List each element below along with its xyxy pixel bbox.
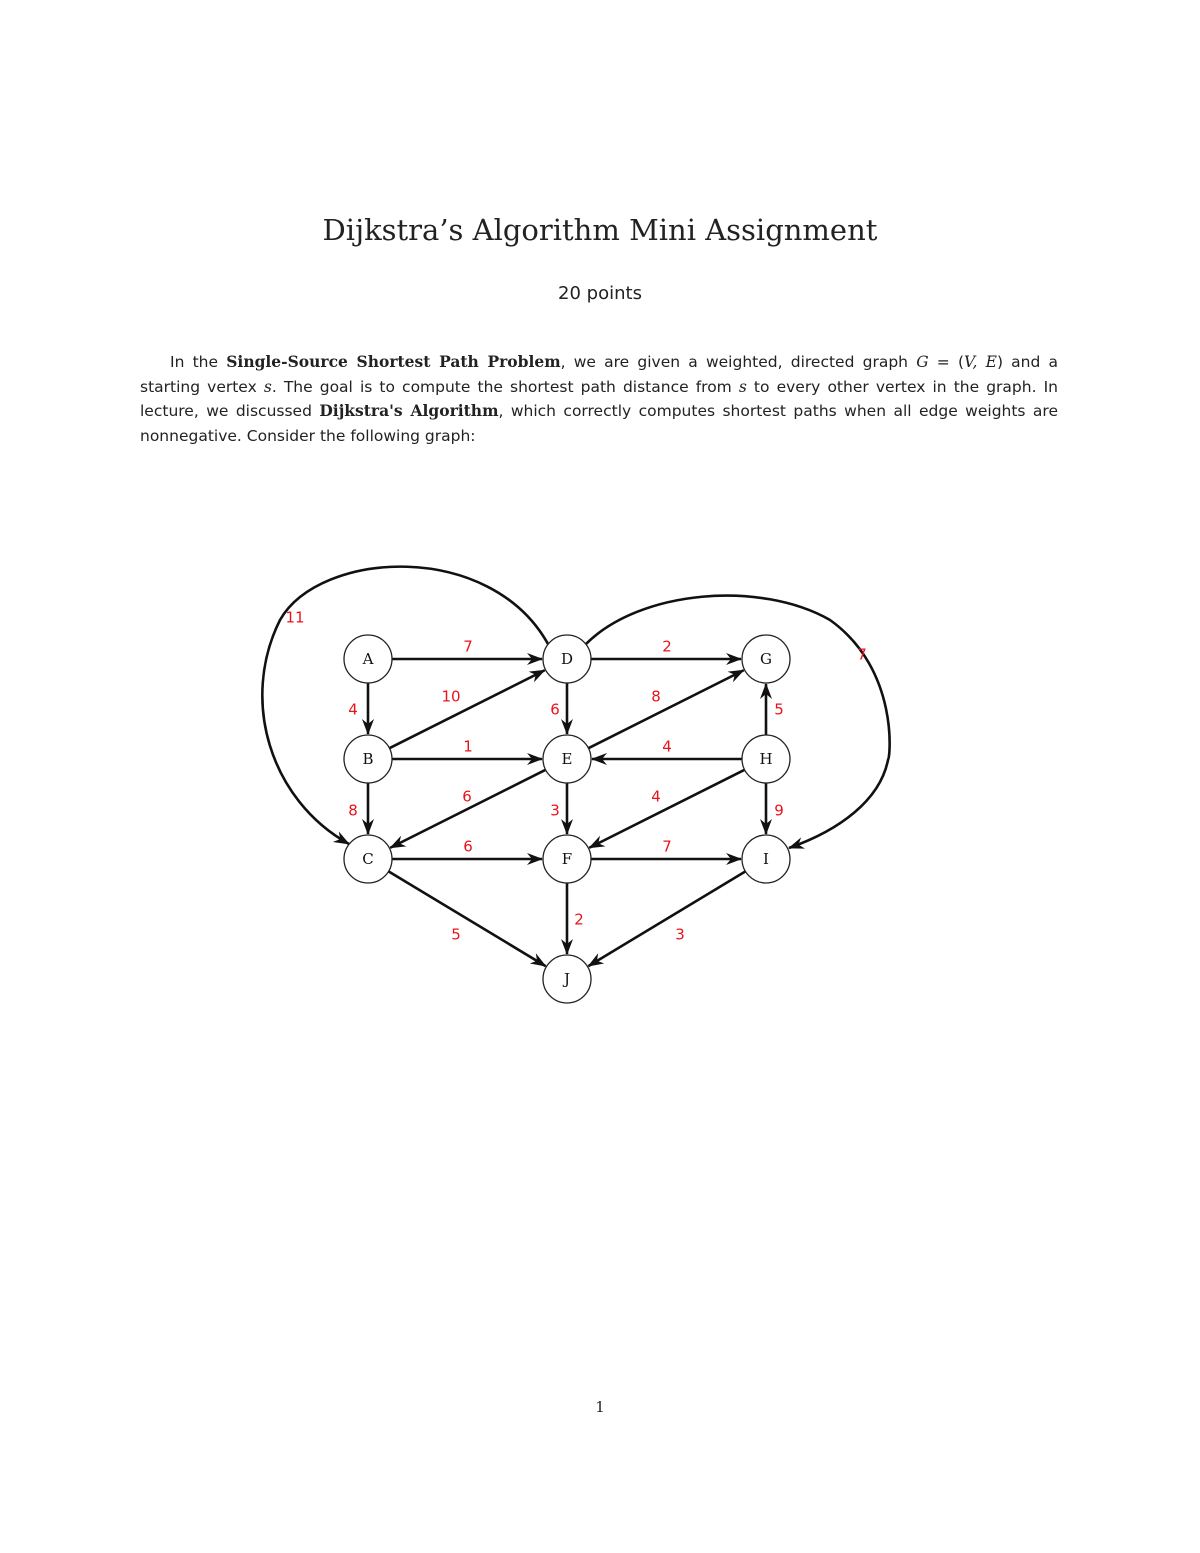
edge-weight-h-e: 4: [662, 737, 672, 756]
node-b: [344, 735, 392, 783]
points-subtitle: 20 points: [558, 283, 642, 304]
edge-i-j: [588, 871, 745, 966]
node-h: [742, 735, 790, 783]
edge-d-c: [262, 567, 548, 844]
math-symbol: s: [263, 377, 272, 396]
node-label: I: [763, 850, 769, 868]
node-g: [742, 635, 790, 683]
paragraph-text: ) and a starting vertex: [140, 353, 1059, 396]
edge-weight-a-b: 4: [348, 700, 358, 719]
node-label: F: [561, 850, 573, 868]
edge-weight-c-j: 5: [451, 925, 461, 944]
node-label: H: [759, 750, 773, 768]
edge-weight-d-g: 2: [662, 637, 672, 656]
page-number: 1: [595, 1398, 605, 1416]
edge-weight-a-d: 7: [463, 637, 473, 656]
math-symbol: s: [738, 377, 747, 396]
node-label: A: [362, 650, 374, 668]
edge-weight-b-d: 10: [441, 687, 461, 706]
node-i: [742, 835, 790, 883]
paragraph-text: In the: [170, 353, 227, 371]
edge-h-f: [589, 770, 744, 848]
edge-weight-e-g: 8: [651, 687, 661, 706]
node-label: D: [560, 650, 574, 668]
math-symbol: V, E: [964, 353, 997, 371]
edge-weight-i-j: 3: [675, 925, 685, 944]
node-f: [543, 835, 591, 883]
edge-d-i: [586, 596, 890, 848]
node-d: [543, 635, 591, 683]
paragraph-text: , which correctly computes shortest paths when all edge weights are nonnegative. Consider the following graph:: [140, 402, 1058, 445]
paragraph-text: , we are given a weighted, directed graph: [560, 353, 917, 371]
paragraph-text: to every other vertex in the graph. In lecture, we discussed: [140, 377, 1058, 420]
node-j: [543, 955, 591, 1003]
node-a: [344, 635, 392, 683]
math-symbol: G: [916, 353, 929, 371]
node-label: C: [362, 850, 374, 868]
node-label: E: [561, 750, 573, 768]
edge-weight-h-g: 5: [774, 700, 784, 719]
edge-weight-h-i: 9: [774, 801, 784, 820]
node-label: J: [563, 970, 571, 988]
edge-e-c: [390, 770, 545, 848]
bold-term: Dijkstra's Algorithm: [319, 401, 499, 420]
edge-weight-h-f: 4: [651, 787, 661, 806]
edge-weight-f-j: 2: [574, 910, 584, 929]
edge-weight-f-i: 7: [662, 837, 672, 856]
edge-weight-d-c: 11: [285, 608, 305, 627]
edge-weight-c-f: 6: [463, 837, 473, 856]
node-e: [543, 735, 591, 783]
node-label: G: [760, 650, 772, 668]
edge-weight-d-i: 7: [857, 645, 867, 664]
paragraph-text: . The goal is to compute the shortest path distance from: [271, 377, 739, 396]
edge-weight-d-e: 6: [550, 700, 560, 719]
edge-weight-b-e: 1: [463, 737, 473, 756]
node-label: B: [362, 750, 374, 768]
bold-term: Single-Source Shortest Path Problem: [226, 352, 561, 371]
edge-weight-e-f: 3: [550, 801, 560, 820]
document-title: Dijkstra’s Algorithm Mini Assignment: [322, 213, 878, 247]
paragraph-text: = (: [928, 353, 965, 371]
edge-c-j: [389, 871, 546, 966]
edge-weight-b-c: 8: [348, 801, 358, 820]
edge-weight-e-c: 6: [462, 787, 472, 806]
node-c: [344, 835, 392, 883]
